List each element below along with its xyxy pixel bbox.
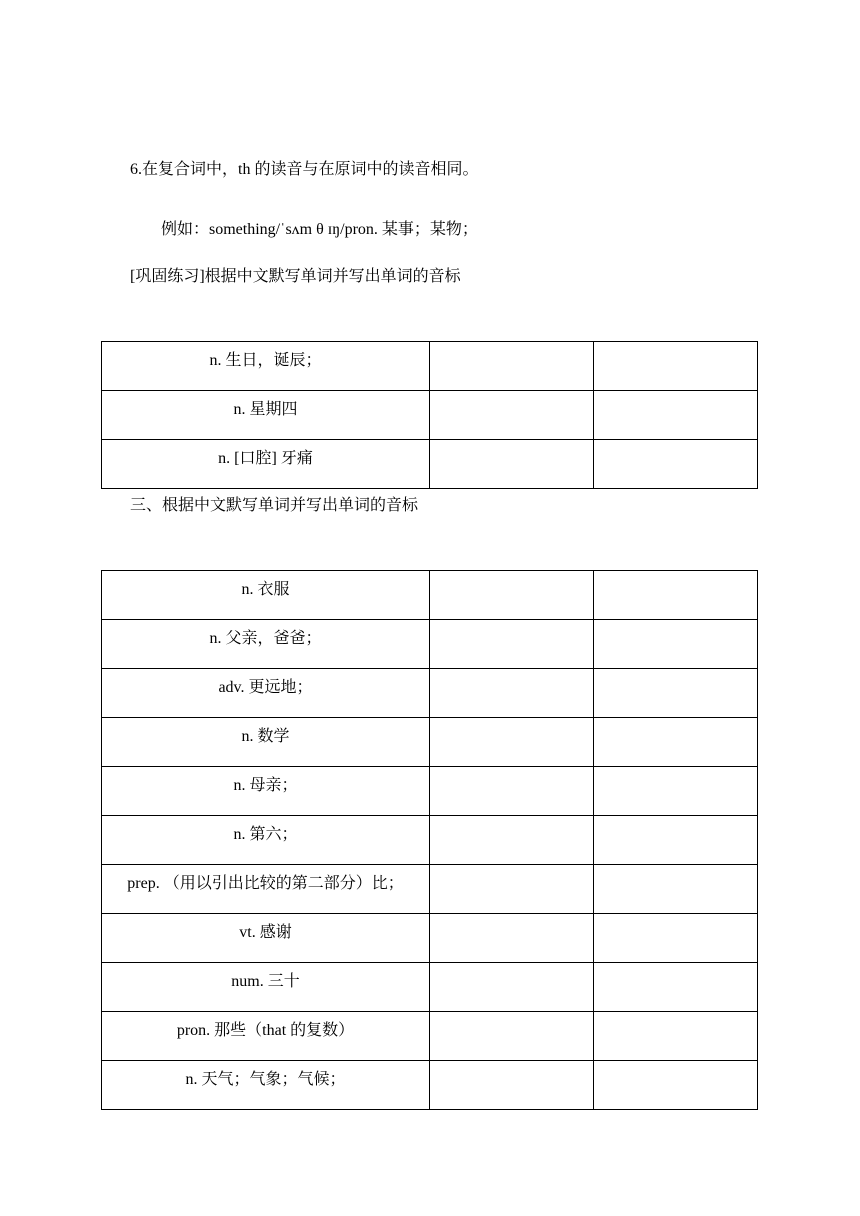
word-answer-cell[interactable] — [430, 669, 594, 718]
table-row — [102, 718, 758, 767]
meaning-cell — [102, 914, 430, 963]
word-answer-cell[interactable] — [430, 571, 594, 620]
table-row — [102, 571, 758, 620]
word-answer-cell[interactable] — [430, 440, 594, 489]
word-answer-cell[interactable] — [430, 865, 594, 914]
phonetic-answer-cell[interactable] — [594, 865, 758, 914]
word-answer-cell[interactable] — [430, 816, 594, 865]
section-three-table — [101, 570, 758, 1110]
meaning-text: num. 三十 — [231, 973, 300, 990]
meaning-text: n. 星期四 — [233, 401, 298, 418]
meaning-cell — [102, 440, 430, 489]
table-row — [102, 767, 758, 816]
meaning-text: n. 天气；气象；气候； — [185, 1071, 346, 1088]
phonetic-answer-cell[interactable] — [594, 963, 758, 1012]
word-answer-cell[interactable] — [430, 620, 594, 669]
meaning-cell — [102, 767, 430, 816]
meaning-text: adv. 更远地； — [218, 679, 313, 696]
word-answer-cell[interactable] — [430, 767, 594, 816]
table-row — [102, 620, 758, 669]
phonetic-answer-cell[interactable] — [594, 816, 758, 865]
word-answer-cell[interactable] — [430, 342, 594, 391]
table-row — [102, 963, 758, 1012]
phonetic-answer-cell[interactable] — [594, 1012, 758, 1061]
meaning-text: n. 母亲； — [233, 777, 298, 794]
meaning-cell — [102, 391, 430, 440]
phonetic-answer-cell[interactable] — [594, 914, 758, 963]
meaning-cell — [102, 1061, 430, 1110]
phonetic-answer-cell[interactable] — [594, 767, 758, 816]
practice-heading: [巩固练习]根据中文默写单词并写出单词的音标 — [130, 268, 461, 285]
meaning-text: vt. 感谢 — [239, 924, 292, 941]
phonetic-answer-cell[interactable] — [594, 342, 758, 391]
meaning-text: pron. 那些（that 的复数） — [176, 1022, 355, 1039]
rule-text: 6.在复合词中，th 的读音与在原词中的读音相同。 — [130, 161, 479, 178]
meaning-text: n. [口腔] 牙痛 — [218, 450, 313, 467]
meaning-cell — [102, 865, 430, 914]
meaning-text: n. 数学 — [241, 728, 290, 745]
table-row — [102, 865, 758, 914]
word-answer-cell[interactable] — [430, 914, 594, 963]
meaning-text: prep. （用以引出比较的第二部分）比； — [127, 875, 404, 892]
practice-table — [101, 341, 758, 489]
example-text: 例如：something/ˈsʌm θ ɪŋ/pron. 某事；某物； — [161, 221, 478, 238]
meaning-text: n. 生日，诞辰； — [209, 352, 322, 369]
table-row — [102, 440, 758, 489]
phonetic-answer-cell[interactable] — [594, 620, 758, 669]
table-row — [102, 342, 758, 391]
meaning-cell — [102, 571, 430, 620]
word-answer-cell[interactable] — [430, 391, 594, 440]
table-row — [102, 669, 758, 718]
meaning-cell — [102, 669, 430, 718]
section-three-heading: 三、根据中文默写单词并写出单词的音标 — [130, 497, 419, 514]
meaning-text: n. 第六； — [233, 826, 298, 843]
meaning-cell — [102, 342, 430, 391]
phonetic-answer-cell[interactable] — [594, 571, 758, 620]
meaning-text: n. 父亲，爸爸； — [209, 630, 322, 647]
meaning-text: n. 衣服 — [241, 581, 290, 598]
table-row — [102, 391, 758, 440]
meaning-cell — [102, 620, 430, 669]
phonetic-answer-cell[interactable] — [594, 1061, 758, 1110]
meaning-cell — [102, 963, 430, 1012]
phonetic-answer-cell[interactable] — [594, 718, 758, 767]
word-answer-cell[interactable] — [430, 1012, 594, 1061]
meaning-cell — [102, 816, 430, 865]
word-answer-cell[interactable] — [430, 1061, 594, 1110]
meaning-cell — [102, 1012, 430, 1061]
word-answer-cell[interactable] — [430, 963, 594, 1012]
phonetic-answer-cell[interactable] — [594, 669, 758, 718]
table-row — [102, 1012, 758, 1061]
table-row — [102, 816, 758, 865]
word-answer-cell[interactable] — [430, 718, 594, 767]
meaning-cell — [102, 718, 430, 767]
table-row — [102, 914, 758, 963]
phonetic-answer-cell[interactable] — [594, 391, 758, 440]
phonetic-answer-cell[interactable] — [594, 440, 758, 489]
table-row — [102, 1061, 758, 1110]
